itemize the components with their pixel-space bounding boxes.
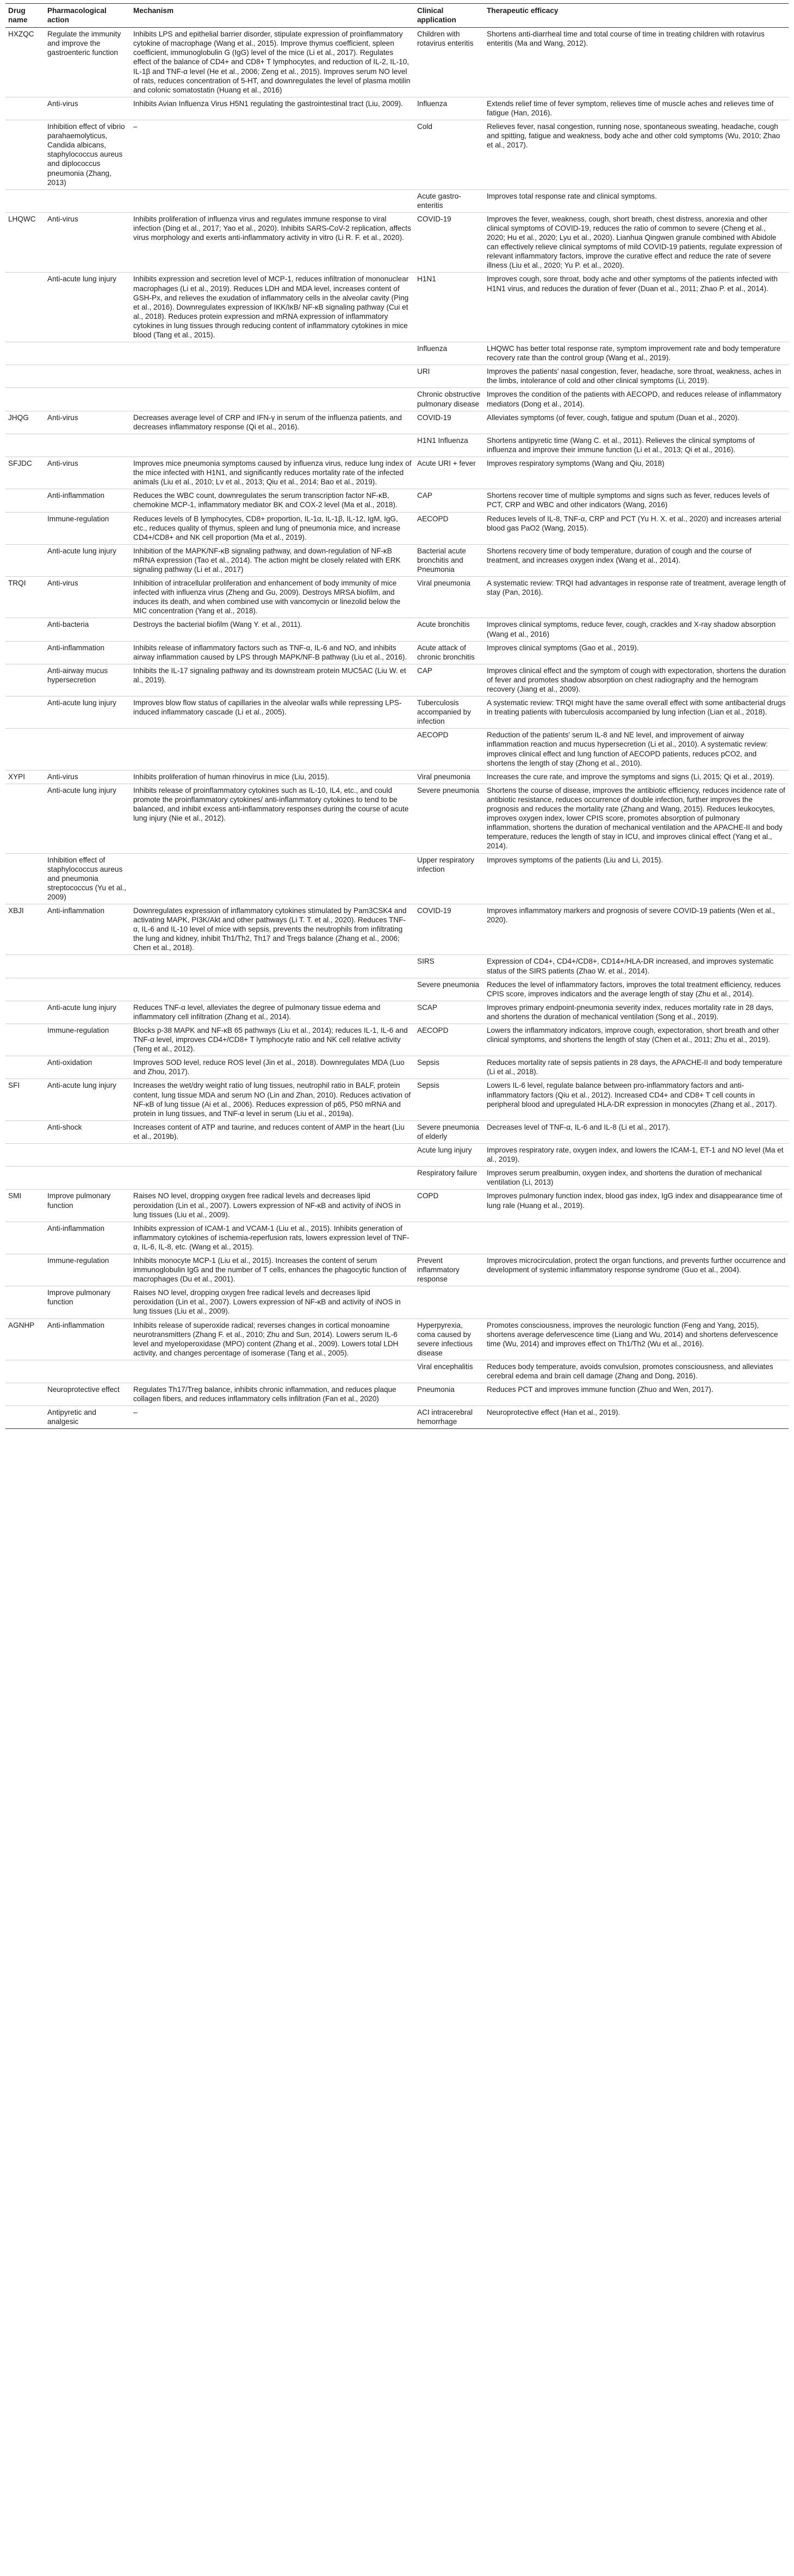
cell-drug-name	[5, 388, 45, 411]
table-row	[5, 457, 789, 489]
cell-clinical-application: Respiratory failure	[414, 1167, 484, 1190]
header-therapeutic-efficacy: Therapeutic efficacy	[484, 4, 789, 28]
cell-therapeutic-efficacy: Improves serum prealbumin, oxygen index, and shortens the duration of mechanical ventilation (Li, 2013)	[484, 1167, 789, 1190]
cell-drug-name: JHQG	[5, 411, 45, 434]
cell-pharmacological-action: Anti-shock	[45, 1120, 131, 1143]
table-row	[5, 342, 789, 365]
cell-clinical-application: COPD	[414, 1190, 484, 1222]
cell-mechanism: Raises NO level, dropping oxygen free radical levels and decreases lipid peroxidation (Lin et al., 2007). Lowers expression of NF-κB and activity of iNOS in lung tissues (Liu et al., 2009).	[131, 1286, 414, 1318]
cell-mechanism: –	[131, 120, 414, 190]
cell-mechanism: Inhibits release of superoxide radical; reverses changes in cortical monoamine neurotransmitters (Zhang F. et al., 2010; Zhu and Sun, 2014). Lowers serum IL-6 level and myeloperoxidase (MPO) content (Zhang et al., 2009). Lowers total LDH activity, and changes percentage of isomerase (Tang et al., 2005).	[131, 1318, 414, 1360]
cell-pharmacological-action: Antipyretic and analgesic	[45, 1406, 131, 1429]
cell-therapeutic-efficacy: Lowers IL-6 level, regulate balance between pro-inflammatory factors and anti-inflammatory factors (Qiu et al., 2012). Increased CD4+ and CD8+ T cell counts in peripheral blood and upregulated HLA-DR expression in monocytes (Zhang et al., 2017).	[484, 1079, 789, 1120]
cell-clinical-application: Cold	[414, 120, 484, 190]
cell-mechanism	[131, 434, 414, 457]
cell-therapeutic-efficacy: Improves the fever, weakness, cough, short breath, chest distress, anorexia and other clinical symptoms of COVID-19, reduces the ratio of common to severe (Cheng et al., 2020; Hu et al., 2020; Lyu et al., 2020). Lianhua Qingwen granule combined with Abidole can effectively relieve clinical symptoms of mild COVID-19 patients, regulate expression of relevant inflammatory factors, improve the curative effect and reduce the rate of severe illness (Liu et al., 2020; Yu P. et al., 2020).	[484, 212, 789, 273]
cell-clinical-application: Bacterial acute bronchitis and Pneumonia	[414, 544, 484, 576]
cell-therapeutic-efficacy: Improves the patients' nasal congestion, fever, headache, sore throat, weakness, aches in the limbs, intolerance of cold and other clinical symptoms (Li, 2019).	[484, 365, 789, 388]
cell-mechanism	[131, 1360, 414, 1383]
cell-pharmacological-action: Anti-acute lung injury	[45, 1001, 131, 1024]
cell-pharmacological-action	[45, 342, 131, 365]
table-row	[5, 1056, 789, 1079]
cell-therapeutic-efficacy: Shortens antipyretic time (Wang C. et al., 2011). Relieves the clinical symptoms of influenza and improve their immune function (Li et al., 2013; Qi et al., 2016).	[484, 434, 789, 457]
cell-mechanism: Inhibits expression of ICAM-1 and VCAM-1 (Liu et al., 2015). Inhibits generation of inflammatory cytokines of ischemia-reperfusion rats, lowers expression level of TNF-α, IL-6, IL-8, etc. (Wang et al., 2015).	[131, 1222, 414, 1254]
cell-clinical-application: CAP	[414, 489, 484, 512]
cell-therapeutic-efficacy: Improves microcirculation, protect the organ functions, and prevents further occurrence and development of systemic inflammatory response syndrome (Guo et al., 2004).	[484, 1254, 789, 1286]
table-row	[5, 697, 789, 729]
table-row	[5, 1286, 789, 1318]
cell-drug-name	[5, 729, 45, 770]
cell-clinical-application: ACI intracerebral hemorrhage	[414, 1406, 484, 1429]
cell-mechanism: Raises NO level, dropping oxygen free radical levels and decreases lipid peroxidation (Lin et al., 2007). Lowers expression of NF-κB and activity of iNOS in lung tissues (Liu et al., 2009).	[131, 1190, 414, 1222]
table-row	[5, 273, 789, 342]
cell-drug-name	[5, 1406, 45, 1429]
cell-mechanism	[131, 342, 414, 365]
cell-therapeutic-efficacy: Reduces body temperature, avoids convulsion, promotes consciousness, and alleviates cerebral edema and brain cell damage (Zhang and Dong, 2016).	[484, 1360, 789, 1383]
cell-mechanism	[131, 955, 414, 978]
cell-pharmacological-action	[45, 189, 131, 212]
cell-therapeutic-efficacy: Reduces levels of IL-8, TNF-α, CRP and PCT (Yu H. X. et al., 2020) and increases arterial blood gas PaO2 (Wang, 2015).	[484, 512, 789, 544]
cell-pharmacological-action: Anti-inflammation	[45, 641, 131, 664]
cell-pharmacological-action: Anti-inflammation	[45, 489, 131, 512]
table-row	[5, 1120, 789, 1143]
cell-therapeutic-efficacy: Improves clinical effect and the symptom of cough with expectoration, shortens the duration of fever and promotes shadow absorption on chest radiography and the hemogram recovery (Jiang et al., 2009).	[484, 664, 789, 696]
table-row	[5, 388, 789, 411]
cell-pharmacological-action: Immune-regulation	[45, 512, 131, 544]
cell-clinical-application	[414, 1222, 484, 1254]
cell-therapeutic-efficacy: Improves clinical symptoms (Gao et al., 2019).	[484, 641, 789, 664]
cell-clinical-application: AECOPD	[414, 512, 484, 544]
cell-clinical-application: Acute URI + fever	[414, 457, 484, 489]
cell-drug-name	[5, 784, 45, 853]
cell-pharmacological-action: Anti-virus	[45, 97, 131, 120]
cell-pharmacological-action: Anti-acute lung injury	[45, 697, 131, 729]
cell-clinical-application: Acute bronchitis	[414, 618, 484, 641]
cell-mechanism: Destroys the bacterial biofilm (Wang Y. et al., 2011).	[131, 618, 414, 641]
table-row	[5, 770, 789, 784]
table-row	[5, 365, 789, 388]
cell-pharmacological-action	[45, 388, 131, 411]
cell-drug-name	[5, 1286, 45, 1318]
cell-therapeutic-efficacy: Improves respiratory rate, oxygen index, and lowers the ICAM-1, ET-1 and NO level (Ma et al., 2019).	[484, 1144, 789, 1167]
page	[5, 3, 789, 1429]
cell-therapeutic-efficacy: Promotes consciousness, improves the neurologic function (Feng and Yang, 2015), shortens average defervescence time (Liang and Wu, 2014) and shortens defervescence time (Wu, 2014) and improves effect on Th1/Th2 (Wu et al., 2016).	[484, 1318, 789, 1360]
cell-clinical-application: COVID-19	[414, 411, 484, 434]
cell-drug-name: HXZQC	[5, 28, 45, 97]
cell-drug-name	[5, 1222, 45, 1254]
table-row	[5, 189, 789, 212]
cell-pharmacological-action: Anti-acute lung injury	[45, 784, 131, 853]
cell-therapeutic-efficacy: Shortens recovery time of body temperature, duration of cough and the course of treatment, and increases oxygen index (Wang et al., 2014).	[484, 544, 789, 576]
cell-drug-name	[5, 544, 45, 576]
cell-drug-name	[5, 1167, 45, 1190]
cell-mechanism: Inhibits proliferation of human rhinovirus in mice (Liu, 2015).	[131, 770, 414, 784]
cell-mechanism: Improves blow flow status of capillaries in the alveolar walls while repressing LPS-induced inflammatory cascade (Li et al., 2005).	[131, 697, 414, 729]
cell-clinical-application: COVID-19	[414, 904, 484, 954]
cell-clinical-application: SCAP	[414, 1001, 484, 1024]
table-row	[5, 120, 789, 190]
cell-clinical-application: Acute attack of chronic bronchitis	[414, 641, 484, 664]
table-row	[5, 904, 789, 954]
header-drug-name: Drug name	[5, 4, 45, 28]
cell-clinical-application: Tuberculosis accompanied by infection	[414, 697, 484, 729]
cell-pharmacological-action: Improve pulmonary function	[45, 1190, 131, 1222]
cell-clinical-application: Acute gastro-enteritis	[414, 189, 484, 212]
cell-drug-name	[5, 1120, 45, 1143]
table-row	[5, 641, 789, 664]
table-row	[5, 489, 789, 512]
cell-clinical-application: Influenza	[414, 97, 484, 120]
cell-drug-name	[5, 189, 45, 212]
table-row	[5, 955, 789, 978]
cell-pharmacological-action: Immune-regulation	[45, 1024, 131, 1056]
cell-clinical-application: H1N1 Influenza	[414, 434, 484, 457]
cell-pharmacological-action: Immune-regulation	[45, 1254, 131, 1286]
cell-clinical-application: Severe pneumonia	[414, 978, 484, 1001]
cell-therapeutic-efficacy: Improves total response rate and clinical symptoms.	[484, 189, 789, 212]
cell-drug-name	[5, 365, 45, 388]
cell-mechanism: Increases content of ATP and taurine, and reduces content of AMP in the heart (Liu et al., 2019b).	[131, 1120, 414, 1143]
cell-mechanism: Reduces levels of B lymphocytes, CD8+ proportion, IL-1α, IL-1β, IL-12, IgM, IgG, etc., reduces quality of thymus, spleen and lung of pneumonia mice, and increase CD4+/CD8+ and NK cell proportion (Ma et al., 2019).	[131, 512, 414, 544]
table-row	[5, 1360, 789, 1383]
cell-clinical-application: Severe pneumonia of elderly	[414, 1120, 484, 1143]
table-row	[5, 1001, 789, 1024]
cell-therapeutic-efficacy: Improves clinical symptoms, reduce fever, cough, crackles and X-ray shadow absorption (Wang et al., 2016)	[484, 618, 789, 641]
table-row	[5, 212, 789, 273]
cell-mechanism: Improves mice pneumonia symptoms caused by influenza virus, reduce lung index of the mice infected with H1N1, and significantly reduces mortality rate of the infected animals (Liu et al., 2010; Lv et al., 2013; Qiu et al., 2014; Bao et al., 2019).	[131, 457, 414, 489]
cell-mechanism: Inhibits proliferation of influenza virus and regulates immune response to viral infection (Ding et al., 2017; Yao et al., 2020). Inhibits SARS-CoV-2 replication, affects virus morphology and exerts anti-inflammatory activity in vitro (Li R. F. et al., 2020).	[131, 212, 414, 273]
cell-pharmacological-action: Anti-virus	[45, 577, 131, 618]
cell-clinical-application: Upper respiratory infection	[414, 853, 484, 904]
drug-mechanism-table	[5, 3, 789, 1429]
cell-drug-name	[5, 1144, 45, 1167]
cell-clinical-application: Influenza	[414, 342, 484, 365]
cell-pharmacological-action: Anti-oxidation	[45, 1056, 131, 1079]
cell-drug-name	[5, 512, 45, 544]
cell-clinical-application: Hyperpyrexia, coma caused by severe infectious disease	[414, 1318, 484, 1360]
cell-pharmacological-action: Anti-acute lung injury	[45, 1079, 131, 1120]
cell-therapeutic-efficacy: Extends relief time of fever symptom, relieves time of muscle aches and relieves time of fatigue (Han, 2016).	[484, 97, 789, 120]
cell-drug-name: LHQWC	[5, 212, 45, 273]
cell-mechanism: Inhibits monocyte MCP-1 (Liu et al., 2015). Increases the content of serum immunoglobulin IgG and the number of T cells, enhances the phagocytic function of macrophages (Du et al., 2001).	[131, 1254, 414, 1286]
cell-clinical-application: SIRS	[414, 955, 484, 978]
table-row	[5, 1222, 789, 1254]
cell-mechanism: Increases the wet/dry weight ratio of lung tissues, neutrophil ratio in BALF, protein content, lung tissue MDA and serum NO (Lin and Zhan, 2010). Reduces activation of NF-κB of lung tissue (Ai et al., 2006). Reduces expression of p65, P50 mRNA and protein in lung tissues, and TNF-α level in serum (Liu et al., 2019a).	[131, 1079, 414, 1120]
cell-drug-name: SFI	[5, 1079, 45, 1120]
cell-drug-name	[5, 120, 45, 190]
cell-drug-name	[5, 1024, 45, 1056]
table-row	[5, 1383, 789, 1406]
cell-therapeutic-efficacy: A systematic review: TRQI had advantages in response rate of treatment, average length of stay (Pan, 2016).	[484, 577, 789, 618]
cell-therapeutic-efficacy: Reduces mortality rate of sepsis patients in 28 days, the APACHE-II and body temperature (Li et al., 2018).	[484, 1056, 789, 1079]
cell-drug-name	[5, 664, 45, 696]
table-row	[5, 618, 789, 641]
cell-mechanism: Regulates Th17/Treg balance, inhibits chronic inflammation, and reduces plaque collagen fibers, and reduces inflammatory cells infiltration (Fan et al., 2020)	[131, 1383, 414, 1406]
table-row	[5, 1190, 789, 1222]
table-row	[5, 544, 789, 576]
header-pharmacological-action: Pharmacological action	[45, 4, 131, 28]
table-row	[5, 664, 789, 696]
cell-pharmacological-action	[45, 434, 131, 457]
header-mechanism: Mechanism	[131, 4, 414, 28]
cell-clinical-application: Viral pneumonia	[414, 770, 484, 784]
cell-drug-name	[5, 1056, 45, 1079]
cell-clinical-application: Children with rotavirus enteritis	[414, 28, 484, 97]
cell-drug-name	[5, 618, 45, 641]
cell-therapeutic-efficacy: Reduces PCT and improves immune function (Zhuo and Wen, 2017).	[484, 1383, 789, 1406]
cell-therapeutic-efficacy: Increases the cure rate, and improve the symptoms and signs (Li, 2015; Qi et al., 2019).	[484, 770, 789, 784]
cell-therapeutic-efficacy: Improves primary endpoint-pneumonia severity index, reduces mortality rate in 28 days, and shortens the duration of mechanical ventilation (Song et al., 2019).	[484, 1001, 789, 1024]
cell-therapeutic-efficacy: Improves symptoms of the patients (Liu and Li, 2015).	[484, 853, 789, 904]
cell-clinical-application: Prevent inflammatory response	[414, 1254, 484, 1286]
cell-mechanism: Decreases average level of CRP and IFN-γ in serum of the influenza patients, and decreases inflammatory response (Qi et al., 2016).	[131, 411, 414, 434]
cell-drug-name	[5, 1254, 45, 1286]
cell-mechanism: Inhibits release of inflammatory factors such as TNF-α, IL-6 and NO, and inhibits airway inflammation caused by LPS through MAPK/NF-B pathway (Liu et al., 2016).	[131, 641, 414, 664]
cell-clinical-application: Acute lung injury	[414, 1144, 484, 1167]
cell-clinical-application: CAP	[414, 664, 484, 696]
cell-pharmacological-action	[45, 978, 131, 1001]
cell-mechanism: Inhibition of intracellular proliferation and enhancement of body immunity of mice infected with influenza virus (Zheng and Gu, 2009). Destroys MRSA biofilm, and induces its death, and when combined use with vancomycin or linezolid below the MIC concentration (Yang et al., 2018).	[131, 577, 414, 618]
cell-therapeutic-efficacy: Shortens recover time of multiple symptoms and signs such as fever, reduces levels of PCT, CRP and WBC and other indicators (Wang, 2016)	[484, 489, 789, 512]
cell-pharmacological-action: Anti-inflammation	[45, 904, 131, 954]
cell-drug-name	[5, 641, 45, 664]
cell-therapeutic-efficacy: Neuroprotective effect (Han et al., 2019).	[484, 1406, 789, 1429]
cell-mechanism: Blocks p-38 MAPK and NF-κB 65 pathways (Liu et al., 2014); reduces IL-1, IL-6 and TNF-α level, improves CD4+/CD8+ T lymphocyte ratio and NK cell relative activity (Teng et al., 2012).	[131, 1024, 414, 1056]
cell-mechanism: Reduces TNF-α level, alleviates the degree of pulmonary tissue edema and inflammatory cell infiltration (Zhang et al., 2014).	[131, 1001, 414, 1024]
cell-drug-name: XBJI	[5, 904, 45, 954]
cell-pharmacological-action: Anti-virus	[45, 770, 131, 784]
cell-pharmacological-action	[45, 729, 131, 770]
cell-therapeutic-efficacy	[484, 1286, 789, 1318]
table-row	[5, 512, 789, 544]
cell-pharmacological-action: Anti-virus	[45, 212, 131, 273]
cell-drug-name	[5, 955, 45, 978]
cell-pharmacological-action	[45, 1144, 131, 1167]
table-row	[5, 28, 789, 97]
cell-mechanism: Inhibits expression and secretion level of MCP-1, reduces infiltration of mononuclear macrophages (Li et al., 2019). Reduces LDH and MDA level, increases content of GSH-Px, and relieves the exudation of inflammatory cells in the alveolar cavity (Ping et al., 2016). Downregulates expression of IKK/IκB/ NF-κB signaling pathway (Cui et al., 2018). Reduces protein expression and mRNA expression of inflammatory cytokines in lung tissues through reducing content of inflammatory cytokines in mice blood (Tang et al., 2015).	[131, 273, 414, 342]
cell-therapeutic-efficacy: A systematic review: TRQI might have the same overall effect with some antibacterial drugs in treating patients with tuberculosis accompanied by lung infection (Lian et al., 2018).	[484, 697, 789, 729]
table-row	[5, 1406, 789, 1429]
cell-drug-name	[5, 1360, 45, 1383]
cell-mechanism	[131, 1167, 414, 1190]
cell-therapeutic-efficacy: Improves the condition of the patients with AECOPD, and reduces release of inflammatory mediators (Dong et al., 2014).	[484, 388, 789, 411]
cell-clinical-application: H1N1	[414, 273, 484, 342]
table-row	[5, 577, 789, 618]
cell-mechanism: –	[131, 1406, 414, 1429]
table-row	[5, 97, 789, 120]
cell-pharmacological-action: Improve pulmonary function	[45, 1286, 131, 1318]
cell-drug-name: AGNHP	[5, 1318, 45, 1360]
cell-drug-name	[5, 978, 45, 1001]
cell-mechanism: Improves SOD level, reduce ROS level (Jin et al., 2018). Downregulates MDA (Luo and Zhou, 2017).	[131, 1056, 414, 1079]
cell-clinical-application: Severe pneumonia	[414, 784, 484, 853]
cell-therapeutic-efficacy: Relieves fever, nasal congestion, running nose, spontaneous sweating, headache, cough and spitting, fatigue and weakness, body ache and other cold symptoms (Wu, 2010; Zhao et al., 2017).	[484, 120, 789, 190]
cell-pharmacological-action: Regulate the immunity and improve the gastroenteric function	[45, 28, 131, 97]
cell-mechanism	[131, 1144, 414, 1167]
cell-pharmacological-action	[45, 955, 131, 978]
cell-therapeutic-efficacy: Improves cough, sore throat, body ache and other symptoms of the patients infected with H1N1 virus, and reduces the duration of fever (Duan et al., 2011; Zhao P. et al., 2014).	[484, 273, 789, 342]
cell-drug-name	[5, 434, 45, 457]
cell-mechanism: Inhibits release of proinflammatory cytokines such as IL-10, IL4, etc., and could promote the proinflammatory cytokines/ anti-inflammatory cytokines to tend to be balanced, and inhibit excess anti-inflammatory responses during the course of acute lung injury (Nie et al., 2012).	[131, 784, 414, 853]
table-row	[5, 1079, 789, 1120]
cell-clinical-application: COVID-19	[414, 212, 484, 273]
table-row	[5, 729, 789, 770]
cell-drug-name: SFJDC	[5, 457, 45, 489]
cell-therapeutic-efficacy	[484, 1222, 789, 1254]
cell-mechanism: Inhibits Avian Influenza Virus H5N1 regulating the gastrointestinal tract (Liu, 2009).	[131, 97, 414, 120]
cell-pharmacological-action: Anti-inflammation	[45, 1222, 131, 1254]
cell-therapeutic-efficacy: Improves respiratory symptoms (Wang and Qiu, 2018)	[484, 457, 789, 489]
cell-therapeutic-efficacy: Expression of CD4+, CD4+/CD8+, CD14+/HLA-DR increased, and improves systematic status of the SIRS patients (Zhao W. et al., 2014).	[484, 955, 789, 978]
cell-drug-name	[5, 273, 45, 342]
header-row	[5, 4, 789, 28]
cell-drug-name	[5, 697, 45, 729]
cell-clinical-application: Viral pneumonia	[414, 577, 484, 618]
cell-clinical-application: Chronic obstructive pulmonary disease	[414, 388, 484, 411]
table-row	[5, 784, 789, 853]
cell-drug-name: SMI	[5, 1190, 45, 1222]
cell-mechanism: Downregulates expression of inflammatory cytokines stimulated by Pam3CSK4 and activating MAPK, PI3K/Akt and other pathways (Li T. T. et al., 2020). Reduces TNF-α, IL-6 and IL-10 level of mice with sepsis, prevents the neutrophils from infiltrating the lung and kidney, inhibit Th1/Th2, Th17 and Tregs balance (Zhang et al., 2006; Chen et al., 2018).	[131, 904, 414, 954]
cell-therapeutic-efficacy: Decreases level of TNF-α, IL-6 and IL-8 (Li et al., 2017).	[484, 1120, 789, 1143]
cell-clinical-application: Sepsis	[414, 1056, 484, 1079]
cell-pharmacological-action	[45, 1167, 131, 1190]
cell-pharmacological-action: Anti-airway mucus hypersecretion	[45, 664, 131, 696]
cell-therapeutic-efficacy: Improves inflammatory markers and prognosis of severe COVID-19 patients (Wen et al., 2020).	[484, 904, 789, 954]
cell-drug-name: TRQI	[5, 577, 45, 618]
cell-pharmacological-action: Anti-acute lung injury	[45, 544, 131, 576]
table-row	[5, 1167, 789, 1190]
cell-drug-name	[5, 342, 45, 365]
table-row	[5, 434, 789, 457]
cell-mechanism	[131, 365, 414, 388]
cell-therapeutic-efficacy: Reduces the level of inflammatory factors, improves the total treatment efficiency, reduces CPIS score, improves indicators and the average length of stay (Zhu et al., 2014).	[484, 978, 789, 1001]
cell-clinical-application: Pneumonia	[414, 1383, 484, 1406]
header-clinical-application: Clinical application	[414, 4, 484, 28]
cell-pharmacological-action: Neuroprotective effect	[45, 1383, 131, 1406]
table-row	[5, 1024, 789, 1056]
cell-pharmacological-action: Anti-virus	[45, 457, 131, 489]
cell-therapeutic-efficacy: Lowers the inflammatory indicators, improve cough, expectoration, short breath and other clinical symptoms, and shortens the length of stay (Chen et al., 2011; Zhu et al., 2019).	[484, 1024, 789, 1056]
cell-mechanism: Inhibits LPS and epithelial barrier disorder, stipulate expression of proinflammatory cytokine of macrophage (Wang et al., 2015). Improve thymus coefficient, spleen coefficient, immunoglobulin G (IgG) level of the mice (Li et al., 2017). Regulates effect of the balance of CD4+ and CD8+ T lymphocytes, and reduction of IL-2, IL-10, IL-1β and TNF-α level (He et al., 2006; Zeng et al., 2015). Improves serum NO level of rats, reduces concentration of 5-HT, and downregulates the level of plasma motilin and colonic somatostatin (Huang et al., 2016)	[131, 28, 414, 97]
table-row	[5, 411, 789, 434]
cell-clinical-application: AECOPD	[414, 729, 484, 770]
table-row	[5, 978, 789, 1001]
cell-clinical-application: Viral encephalitis	[414, 1360, 484, 1383]
cell-therapeutic-efficacy: Alleviates symptoms (of fever, cough, fatigue and sputum (Duan et al., 2020).	[484, 411, 789, 434]
cell-therapeutic-efficacy: Improves pulmonary function index, blood gas index, IgG index and disappearance time of lung rale (Huang et al., 2019).	[484, 1190, 789, 1222]
table-row	[5, 1254, 789, 1286]
cell-drug-name	[5, 1001, 45, 1024]
cell-therapeutic-efficacy: Reduction of the patients' serum IL-8 and NE level, and improvement of airway inflammation reaction and mucus hypersecretion (Li et al., 2010). A systematic review: improves clinical effect and lung function of AECOPD patients, reduces pCO2, and shortens the length of stay (Zhong et al., 2010).	[484, 729, 789, 770]
cell-mechanism: Inhibits the IL-17 signaling pathway and its downstream protein MUC5AC (Liu W. et al., 2019).	[131, 664, 414, 696]
cell-pharmacological-action: Inhibition effect of staphylococcus aureus and pneumonia streptococcus (Yu et al., 2009)	[45, 853, 131, 904]
cell-mechanism: Inhibition of the MAPK/NF-κB signaling pathway, and down-regulation of NF-κB mRNA expression (Tao et al., 2014). The action might be closely related with ERK signaling pathway (Li et al., 2017)	[131, 544, 414, 576]
cell-therapeutic-efficacy: Shortens the course of disease, improves the antibiotic efficiency, reduces incidence rate of antibiotic resistance, reduces occurrence of double infection, further improves the prognosis and reduces the mortality rate (Zhang and Wang, 2015). Reduces leukocytes, improves oxygen index, lower CPIS score, promotes absorption of pulmonary inflammation, shortens the duration of mechanical ventilation and the APACHE-II and body temperature, reduces the length of stay in ICU, and improves clinical effect (Yang et al., 2014).	[484, 784, 789, 853]
table-row	[5, 1318, 789, 1360]
cell-therapeutic-efficacy: Shortens anti-diarrheal time and total course of time in treating children with rotavirus enteritis (Ma and Wang, 2012).	[484, 28, 789, 97]
cell-pharmacological-action	[45, 365, 131, 388]
cell-mechanism	[131, 978, 414, 1001]
cell-pharmacological-action: Anti-acute lung injury	[45, 273, 131, 342]
cell-clinical-application	[414, 1286, 484, 1318]
cell-pharmacological-action: Anti-inflammation	[45, 1318, 131, 1360]
cell-mechanism	[131, 189, 414, 212]
cell-mechanism: Reduces the WBC count, downregulates the serum transcription factor NF-κB, chemokine MCP-1, inflammatory mediator BK and COX-2 level (Ma et al., 2018).	[131, 489, 414, 512]
cell-drug-name	[5, 853, 45, 904]
cell-mechanism	[131, 388, 414, 411]
cell-drug-name: XYPI	[5, 770, 45, 784]
table-header	[5, 4, 789, 28]
cell-pharmacological-action: Anti-virus	[45, 411, 131, 434]
cell-pharmacological-action	[45, 1360, 131, 1383]
table-row	[5, 1144, 789, 1167]
cell-therapeutic-efficacy: LHQWC has better total response rate, symptom improvement rate and body temperature recovery rate than the control group (Wang et al., 2019).	[484, 342, 789, 365]
table-row	[5, 853, 789, 904]
cell-drug-name	[5, 97, 45, 120]
cell-pharmacological-action: Anti-bacteria	[45, 618, 131, 641]
cell-mechanism	[131, 853, 414, 904]
cell-mechanism	[131, 729, 414, 770]
cell-pharmacological-action: Inhibition effect of vibrio parahaemolyticus, Candida albicans, staphylococcus aureus and diplococcus pneumonia (Zhang, 2013)	[45, 120, 131, 190]
table-body	[5, 28, 789, 1429]
cell-drug-name	[5, 1383, 45, 1406]
cell-clinical-application: URI	[414, 365, 484, 388]
cell-drug-name	[5, 489, 45, 512]
cell-clinical-application: Sepsis	[414, 1079, 484, 1120]
cell-clinical-application: AECOPD	[414, 1024, 484, 1056]
